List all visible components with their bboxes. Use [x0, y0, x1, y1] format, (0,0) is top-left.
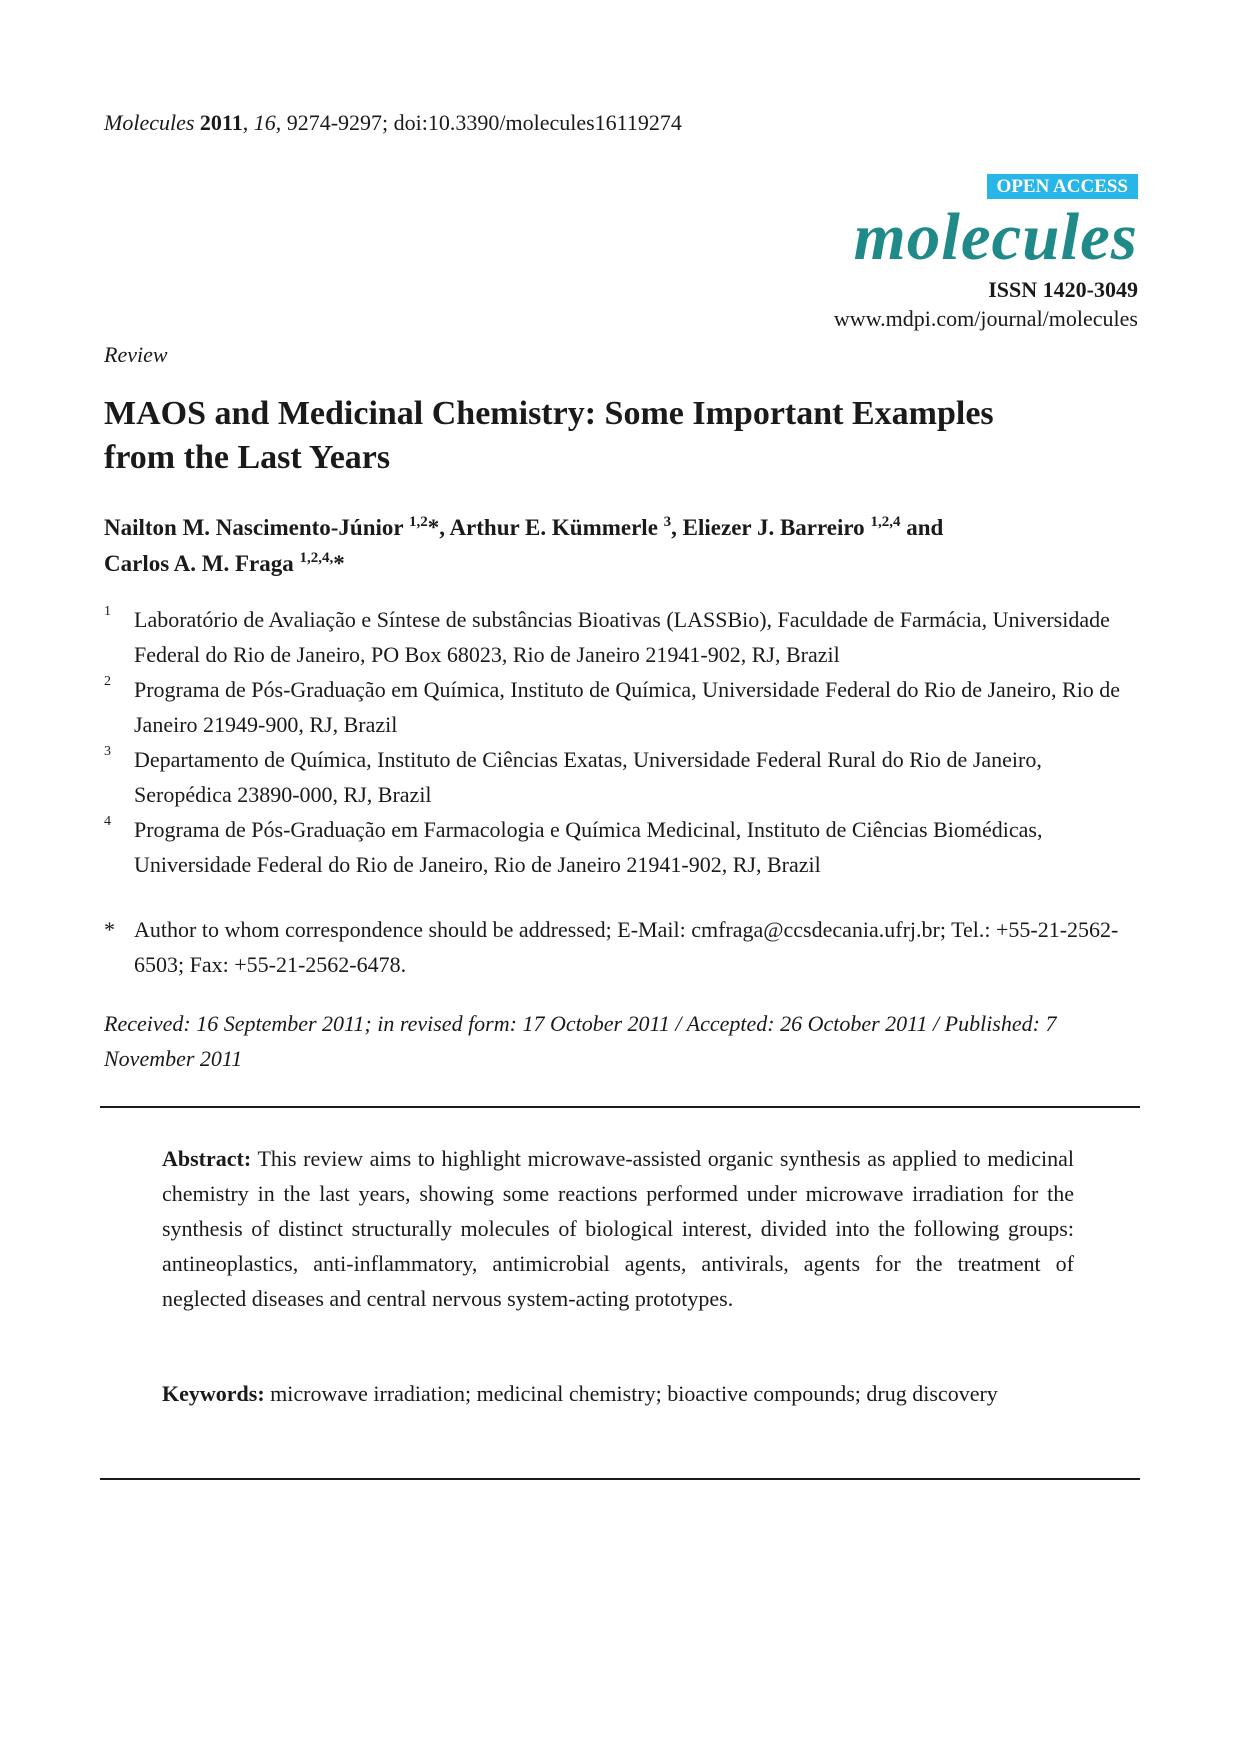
- affiliation-item: [104, 742, 1144, 812]
- issn: ISSN 1420-3049: [988, 277, 1138, 302]
- author-sep: and: [900, 515, 944, 540]
- affiliation-number: 4: [104, 814, 111, 829]
- affiliation-text: Programa de Pós-Graduação em Química, Instituto de Química, Universidade Federal do Rio de Janeiro, Rio de Janeiro 21949-900, RJ, Brazil: [134, 677, 1121, 737]
- keywords-label: Keywords:: [162, 1381, 265, 1406]
- citation-rest: , 9274-9297; doi:10.3390/molecules16119274: [275, 110, 682, 135]
- affiliation-item: [104, 602, 1144, 672]
- author-name: Arthur E. Kümmerle: [449, 515, 658, 540]
- citation-journal: Molecules: [104, 110, 195, 135]
- citation-line: Molecules 2011, 16, 9274-9297; doi:10.3390/molecules16119274: [104, 110, 682, 135]
- affiliation-item: [104, 672, 1144, 742]
- author-affil-sup: 1,2: [408, 514, 428, 530]
- title-line-2: from the Last Years: [104, 439, 391, 476]
- divider-bottom: [100, 1478, 1140, 1480]
- open-access-badge: OPEN ACCESS: [987, 174, 1138, 199]
- affiliation-number: 3: [104, 744, 111, 759]
- publication-dates: Received: 16 September 2011; in revised form: 17 October 2011 / Accepted: 26 October 2011 / Published: 7 November 2011: [104, 1011, 1057, 1071]
- affiliation-number: 2: [104, 674, 111, 689]
- author-name: Nailton M. Nascimento-Júnior: [104, 515, 404, 540]
- abstract-label: Abstract:: [162, 1146, 252, 1171]
- journal-logo: molecules: [853, 200, 1138, 274]
- affiliation-text: Programa de Pós-Graduação em Farmacologia e Química Medicinal, Instituto de Ciências Biomédicas, Universidade Federal do Rio de Janeiro, Rio de Janeiro 21941-902, RJ, Brazil: [134, 817, 1043, 877]
- affiliation-text: Laboratório de Avaliação e Síntese de substâncias Bioativas (LASSBio), Faculdade de Farmácia, Universidade Federal do Rio de Janeiro, PO Box 68023, Rio de Janeiro 21941-902, RJ, Brazil: [134, 607, 1110, 667]
- author-list: [104, 510, 1144, 582]
- article-type: Review: [104, 342, 168, 367]
- author-affil-sup: 1,2,4,: [299, 550, 334, 566]
- affiliations: [104, 602, 1144, 882]
- author-name: Eliezer J. Barreiro: [682, 515, 865, 540]
- journal-url[interactable]: www.mdpi.com/journal/molecules: [833, 306, 1138, 331]
- page-title: [104, 392, 1144, 480]
- affiliation-item: [104, 812, 1144, 882]
- keywords-text: microwave irradiation; medicinal chemistry; bioactive compounds; drug discovery: [270, 1381, 998, 1406]
- correspondence-text: Author to whom correspondence should be addressed; E-Mail: cmfraga@ccsdecania.ufrj.br; Tel.: +55-21-2562-6503; Fax: +55-21-2562-6478.: [134, 917, 1119, 977]
- abstract: [162, 1141, 1074, 1316]
- divider-top: [100, 1106, 1140, 1108]
- correspondence-note: [104, 912, 1144, 982]
- keywords: [162, 1376, 1074, 1411]
- title-line-1: MAOS and Medicinal Chemistry: Some Important Examples: [104, 395, 994, 432]
- author-sep: *,: [427, 515, 450, 540]
- affiliation-text: Departamento de Química, Instituto de Ciências Exatas, Universidade Federal Rural do Rio de Janeiro, Seropédica 23890-000, RJ, Brazil: [134, 747, 1042, 807]
- abstract-text: This review aims to highlight microwave-assisted organic synthesis as applied to medicinal chemistry in the last years, showing some reactions performed under microwave irradiation for the synthesis of distinct structurally molecules of biological interest, divided into the following groups: antineoplastics, anti-inflammatory, antimicrobial agents, antivirals, agents for the treatment of neglected diseases and central nervous system-acting prototypes.: [162, 1146, 1074, 1311]
- author-affil-sup: 1,2,4: [870, 514, 901, 530]
- citation-year: 2011: [199, 110, 243, 135]
- author-sep: ,: [671, 515, 683, 540]
- author-affil-sup: 3: [663, 514, 672, 530]
- citation-volume: 16: [253, 110, 276, 135]
- affiliation-number: 1: [104, 604, 111, 619]
- author-name: Carlos A. M. Fraga: [104, 551, 294, 576]
- asterisk-mark: *: [104, 917, 115, 942]
- author-sep: *: [333, 551, 345, 576]
